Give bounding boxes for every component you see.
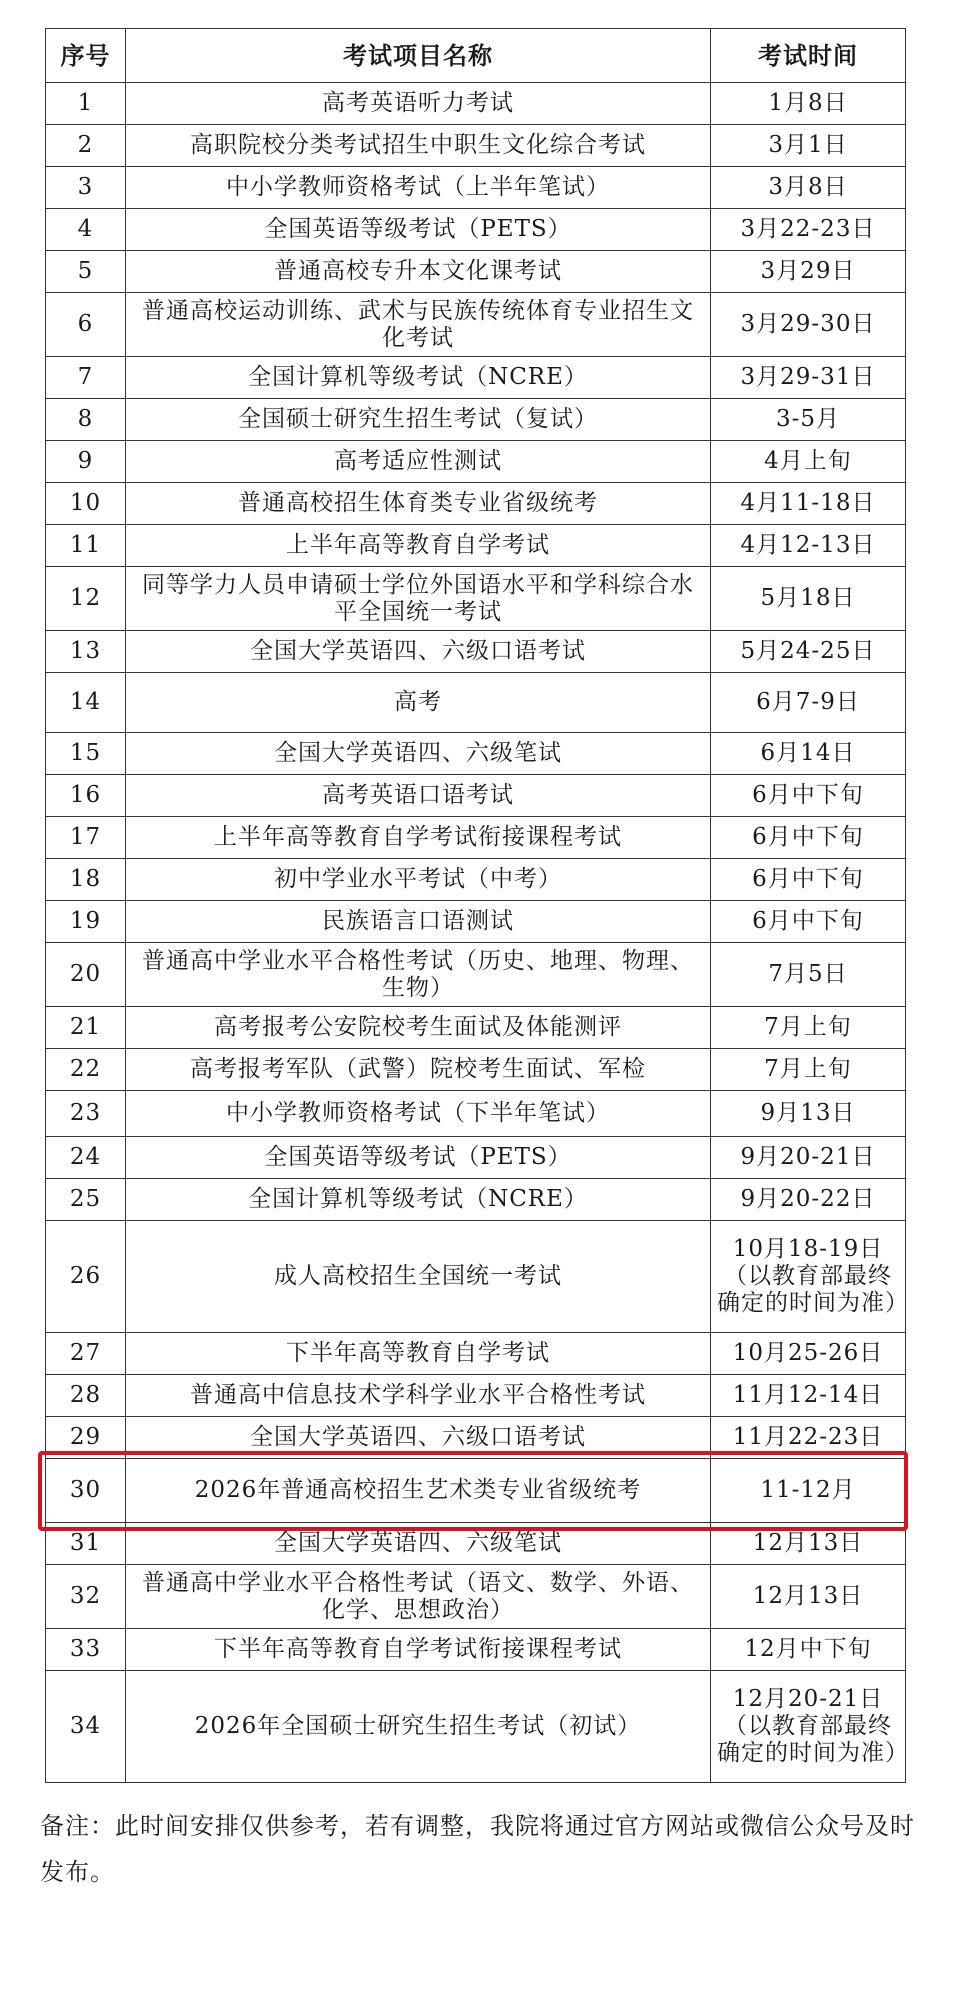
table-row [46,1091,906,1137]
table-row [46,1049,906,1091]
exam-name: 普通高中学业水平合格性考试（历史、地理、物理、生物） [126,943,711,1007]
exam-time: 11月12-14日 [711,1375,906,1417]
exam-name: 同等学力人员申请硕士学位外国语水平和学科综合水平全国统一考试 [126,567,711,631]
table-row [46,1629,906,1671]
exam-name: 2026年普通高校招生艺术类专业省级统考 [126,1459,711,1523]
exam-time: 12月20-21日（以教育部最终确定的时间为准） [711,1671,906,1783]
exam-time: 6月中下旬 [711,859,906,901]
exam-time: 3月8日 [711,167,906,209]
table-row [46,733,906,775]
table-row [46,1459,906,1523]
header-number: 序号 [46,29,126,83]
exam-name: 中小学教师资格考试（上半年笔试） [126,167,711,209]
table-row [46,567,906,631]
row-number: 27 [46,1333,126,1375]
exam-time: 12月13日 [711,1523,906,1565]
header-exam-time: 考试时间 [711,29,906,83]
exam-name: 普通高中学业水平合格性考试（语文、数学、外语、化学、思想政治） [126,1565,711,1629]
exam-name: 普通高校专升本文化课考试 [126,251,711,293]
exam-time: 6月中下旬 [711,775,906,817]
row-number: 12 [46,567,126,631]
table-row [46,631,906,673]
exam-time: 4月11-18日 [711,483,906,525]
row-number: 31 [46,1523,126,1565]
exam-name: 全国大学英语四、六级口语考试 [126,1417,711,1459]
table-row [46,1375,906,1417]
exam-schedule-table [45,28,909,1783]
exam-name: 普通高校招生体育类专业省级统考 [126,483,711,525]
exam-name: 高职院校分类考试招生中职生文化综合考试 [126,125,711,167]
row-number: 25 [46,1179,126,1221]
table-row [46,525,906,567]
exam-time: 3月22-23日 [711,209,906,251]
row-number: 21 [46,1007,126,1049]
table-row [46,859,906,901]
exam-name: 全国大学英语四、六级笔试 [126,1523,711,1565]
row-number: 9 [46,441,126,483]
row-number: 20 [46,943,126,1007]
exam-time: 12月13日 [711,1565,906,1629]
exam-time: 12月中下旬 [711,1629,906,1671]
row-number: 30 [46,1459,126,1523]
row-number: 1 [46,83,126,125]
row-number: 5 [46,251,126,293]
exam-name: 全国硕士研究生招生考试（复试） [126,399,711,441]
exam-time: 3月29-30日 [711,293,906,357]
exam-time: 11-12月 [711,1459,906,1523]
table-row [46,1417,906,1459]
table-row [46,399,906,441]
row-number: 14 [46,673,126,733]
table-row [46,1137,906,1179]
row-number: 13 [46,631,126,673]
exam-name: 高考报考军队（武警）院校考生面试、军检 [126,1049,711,1091]
exam-name: 上半年高等教育自学考试衔接课程考试 [126,817,711,859]
exam-time: 5月24-25日 [711,631,906,673]
exam-name: 全国计算机等级考试（NCRE） [126,1179,711,1221]
table-header-row [46,29,906,83]
exam-name: 普通高中信息技术学科学业水平合格性考试 [126,1375,711,1417]
exam-name: 成人高校招生全国统一考试 [126,1221,711,1333]
table-row [46,251,906,293]
row-number: 11 [46,525,126,567]
exam-name: 普通高校运动训练、武术与民族传统体育专业招生文化考试 [126,293,711,357]
table-row [46,483,906,525]
exam-time: 11月22-23日 [711,1417,906,1459]
exam-time: 9月20-21日 [711,1137,906,1179]
row-number: 26 [46,1221,126,1333]
exam-name: 下半年高等教育自学考试 [126,1333,711,1375]
exam-name: 高考报考公安院校考生面试及体能测评 [126,1007,711,1049]
row-number: 3 [46,167,126,209]
exam-time: 10月25-26日 [711,1333,906,1375]
row-number: 24 [46,1137,126,1179]
table-row [46,1179,906,1221]
table-row [46,943,906,1007]
table-row [46,1221,906,1333]
table-row [46,125,906,167]
exam-time: 9月13日 [711,1091,906,1137]
exam-time: 6月中下旬 [711,817,906,859]
exam-name: 民族语言口语测试 [126,901,711,943]
exam-name: 2026年全国硕士研究生招生考试（初试） [126,1671,711,1783]
exam-name: 高考英语听力考试 [126,83,711,125]
footnote: 备注：此时间安排仅供参考，若有调整，我院将通过官方网站或微信公众号及时发布。 [40,1812,915,1886]
row-number: 2 [46,125,126,167]
table-row [46,209,906,251]
table-row [46,1007,906,1049]
exam-time: 4月上旬 [711,441,906,483]
exam-name: 全国英语等级考试（PETS） [126,1137,711,1179]
exam-time: 6月14日 [711,733,906,775]
exam-name: 全国大学英语四、六级笔试 [126,733,711,775]
row-number: 15 [46,733,126,775]
table-row [46,1565,906,1629]
row-number: 19 [46,901,126,943]
exam-name: 高考适应性测试 [126,441,711,483]
table-row [46,1523,906,1565]
exam-name: 全国大学英语四、六级口语考试 [126,631,711,673]
table-row [46,167,906,209]
exam-time: 6月中下旬 [711,901,906,943]
row-number: 8 [46,399,126,441]
exam-name: 中小学教师资格考试（下半年笔试） [126,1091,711,1137]
row-number: 22 [46,1049,126,1091]
row-number: 7 [46,357,126,399]
table-row [46,817,906,859]
row-number: 33 [46,1629,126,1671]
row-number: 4 [46,209,126,251]
exam-name: 上半年高等教育自学考试 [126,525,711,567]
exam-time: 3月1日 [711,125,906,167]
exam-time: 3-5月 [711,399,906,441]
exam-name: 高考 [126,673,711,733]
exam-name: 高考英语口语考试 [126,775,711,817]
exam-schedule-sheet [45,28,909,1783]
row-number: 10 [46,483,126,525]
row-number: 29 [46,1417,126,1459]
table-row [46,673,906,733]
exam-name: 全国英语等级考试（PETS） [126,209,711,251]
exam-time: 1月8日 [711,83,906,125]
row-number: 16 [46,775,126,817]
exam-time: 3月29日 [711,251,906,293]
exam-time: 7月上旬 [711,1049,906,1091]
table-row [46,901,906,943]
table-row [46,775,906,817]
exam-name: 初中学业水平考试（中考） [126,859,711,901]
table-row [46,1671,906,1783]
table-row [46,83,906,125]
exam-name: 下半年高等教育自学考试衔接课程考试 [126,1629,711,1671]
header-exam-name: 考试项目名称 [126,29,711,83]
exam-time: 7月5日 [711,943,906,1007]
table-row [46,293,906,357]
row-number: 17 [46,817,126,859]
exam-time: 6月7-9日 [711,673,906,733]
exam-time: 4月12-13日 [711,525,906,567]
exam-time: 5月18日 [711,567,906,631]
exam-name: 全国计算机等级考试（NCRE） [126,357,711,399]
row-number: 23 [46,1091,126,1137]
exam-time: 9月20-22日 [711,1179,906,1221]
exam-time: 3月29-31日 [711,357,906,399]
row-number: 6 [46,293,126,357]
row-number: 28 [46,1375,126,1417]
row-number: 34 [46,1671,126,1783]
table-row [46,441,906,483]
table-row [46,1333,906,1375]
exam-time: 7月上旬 [711,1007,906,1049]
table-row [46,357,906,399]
row-number: 18 [46,859,126,901]
exam-time: 10月18-19日（以教育部最终确定的时间为准） [711,1221,906,1333]
row-number: 32 [46,1565,126,1629]
